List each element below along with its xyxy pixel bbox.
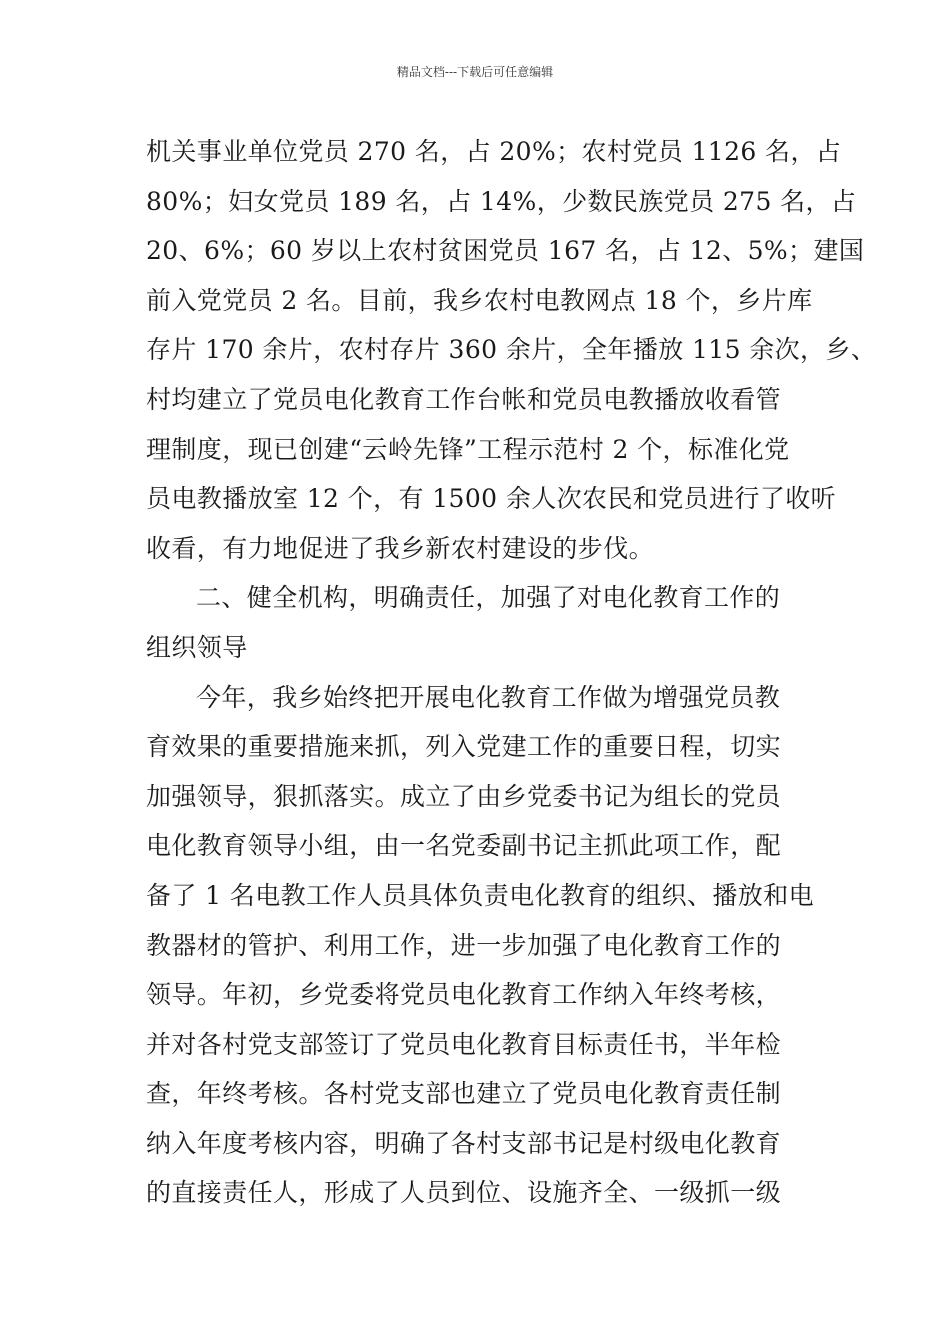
paragraph-line: 收看，有力地促进了我乡新农村建设的步伐。	[146, 533, 655, 563]
paragraph-line: 领导。年初，乡党委将党员电化教育工作纳入年终考核，	[146, 980, 782, 1010]
paragraph-line: 员电教播放室 12 个，有 1500 余人次农民和党员进行了收听	[146, 484, 837, 514]
section-heading-line: 组织领导	[146, 632, 248, 662]
paragraph-line: 的直接责任人，形成了人员到位、设施齐全、一级抓一级	[146, 1178, 782, 1208]
paragraph-line: 理制度，现已创建“云岭先锋”工程示范村 2 个，标准化党	[146, 434, 790, 464]
paragraph-line: 教器材的管护、利用工作，进一步加强了电化教育工作的	[146, 930, 782, 960]
paragraph-line: 机关事业单位党员 270 名，占 20%；农村党员 1126 名，占	[146, 137, 842, 166]
paragraph-line: 今年，我乡始终把开展电化教育工作做为增强党员教	[196, 682, 781, 712]
paragraph-line: 查，年终考核。各村党支部也建立了党员电化教育责任制	[146, 1079, 782, 1109]
section-heading-line: 二、健全机构，明确责任，加强了对电化教育工作的	[196, 583, 781, 613]
paragraph-line: 80%；妇女党员 189 名，占 14%，少数民族党员 275 名，占	[146, 186, 857, 216]
paragraph-line: 电化教育领导小组，由一名党委副书记主抓此项工作，配	[146, 831, 782, 861]
paragraph-line: 前入党党员 2 名。目前，我乡农村电教网点 18 个，乡片库	[146, 285, 813, 315]
document-body	[146, 127, 877, 1218]
paragraph-line: 存片 170 余片，农村存片 360 余片，全年播放 115 余次，乡、	[146, 335, 877, 365]
paragraph-line: 加强领导，狠抓落实。成立了由乡党委书记为组长的党员	[146, 781, 782, 811]
paragraph-line: 备了 1 名电教工作人员具体负责电化教育的组织、播放和电	[146, 880, 815, 910]
paragraph-line: 育效果的重要措施来抓，列入党建工作的重要日程，切实	[146, 732, 782, 762]
paragraph-line: 村均建立了党员电化教育工作台帐和党员电教播放收看管	[146, 384, 782, 414]
paragraph-line: 纳入年度考核内容，明确了各村支部书记是村级电化教育	[146, 1128, 782, 1158]
paragraph-line: 20、6%；60 岁以上农村贫困党员 167 名，占 12、5%；建国	[146, 236, 865, 266]
page-header: 精品文档---下载后可任意编辑	[396, 65, 554, 79]
paragraph-line: 并对各村党支部签订了党员电化教育目标责任书，半年检	[146, 1029, 782, 1059]
